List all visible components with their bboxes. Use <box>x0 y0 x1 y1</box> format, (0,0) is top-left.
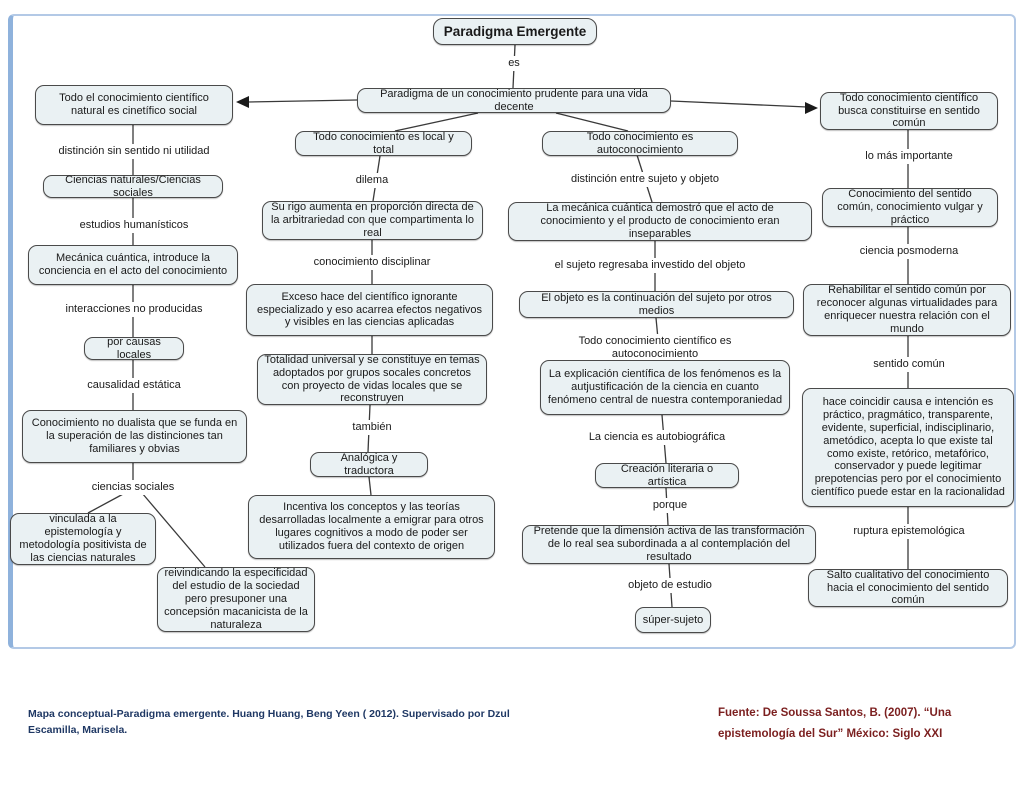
node-exceso-cientifico-ignorante: Exceso hace del científico ignorante especializado y eso acarrea efectos negativos y visibles en las ciencias aplicadas <box>246 284 493 336</box>
label-interacciones-no-producidas: interacciones no producidas <box>38 302 230 317</box>
node-paradigma-emergente: Paradigma Emergente <box>433 18 597 45</box>
node-incentiva-conceptos: Incentiva los conceptos y las teorías desarrolladas localmente a emigrar para otros lugares cognitivos a modo de poder ser utilizados fuera del contexto de origen <box>248 495 495 559</box>
node-conocimiento-autoconocimiento: Todo conocimiento es autoconocimiento <box>542 131 738 156</box>
label-conocimiento-disciplinar: conocimiento disciplinar <box>297 255 447 270</box>
label-ciencia-posmoderna: ciencia posmoderna <box>823 244 995 259</box>
node-vinculada-epistemologia: vinculada a la epistemología y metodología positivista de las ciencias naturales <box>10 513 156 565</box>
label-distincion-sujeto-objeto: distinción entre sujeto y objeto <box>555 172 735 187</box>
source-caption: Fuente: De Soussa Santos, B. (2007). “Una epistemología del Sur” México: Siglo XXI <box>718 707 952 740</box>
label-objeto-de-estudio: objeto de estudio <box>590 578 750 593</box>
node-objeto-continuacion-sujeto: El objeto es la continuación del sujeto por otros medios <box>519 291 794 318</box>
label-causalidad-estatica: causalidad estática <box>38 378 230 393</box>
node-ciencias-naturales-sociales: Ciencias naturales/Ciencias sociales <box>43 175 223 198</box>
node-conocimiento-no-dualista: Conocimiento no dualista que se funda en la superación de las distinciones tan familiares y obvias <box>22 410 247 463</box>
label-estudios-humanisticos: estudios humanísticos <box>38 218 230 233</box>
label-ciencias-sociales: ciencias sociales <box>58 480 208 495</box>
label-tambien: también <box>297 420 447 435</box>
node-conocimiento-natural-social: Todo el conocimiento científico natural es cinetífico social <box>35 85 233 125</box>
node-conocimiento-vulgar-practico: Conocimiento del sentido común, conocimiento vulgar y práctico <box>822 188 998 227</box>
label-ciencia-autobiografica: La ciencia es autobiográfica <box>572 430 742 445</box>
credit-caption: Mapa conceptual-Paradigma emergente. Huang Huang, Beng Yeen ( 2012). Supervisado por Dzul Escamilla, Marisela. <box>28 708 510 737</box>
label-es: es <box>494 56 534 71</box>
node-root-paradigma-prudente: Paradigma de un conocimiento prudente para una vida decente <box>357 88 671 113</box>
label-dilema: dilema <box>297 173 447 188</box>
node-mecanica-cuantica-conciencia: Mecánica cuántica, introduce la conciencia en el acto del conocimiento <box>28 245 238 285</box>
label-cientifico-es-autoconocimiento: Todo conocimiento científico es autoconocimiento <box>535 334 775 361</box>
node-constituirse-sentido-comun: Todo conocimiento científico busca constituirse en sentido común <box>820 92 998 130</box>
node-conocimiento-local-total: Todo conocimiento es local y total <box>295 131 472 156</box>
node-analogica-traductora: Analógica y traductora <box>310 452 428 477</box>
label-distincion-sin-sentido: distinción sin sentido ni utilidad <box>38 144 230 159</box>
arrowhead-right-icon <box>805 102 818 114</box>
label-ruptura-epistemologica: ruptura epistemológica <box>823 524 995 539</box>
node-rigor-arbitrariedad: Su rigo aumenta en proporción directa de la arbitrariedad con que compartimenta lo real <box>262 201 483 240</box>
label-porque: porque <box>600 498 740 513</box>
node-explicacion-cientifica-autjustificacion: La explicación científica de los fenómenos es la autjustificación de la ciencia en cuanto fenómeno central de nuestra contemporaniedad <box>540 360 790 415</box>
node-dimension-activa-subordinada: Pretende que la dimensión activa de las transformación de lo real sea subordinada a al contemplación del resultado <box>522 525 816 564</box>
node-mecanica-cuantica-inseparables: La mecánica cuántica demostró que el acto de conocimiento y el producto de conocimiento eran inseparables <box>508 202 812 241</box>
node-reivindicando-especificidad: reivindicando la especificidad del estudio de la sociedad pero presuponer una concepsión macanicista de la naturaleza <box>157 567 315 632</box>
label-sujeto-investido-objeto: el sujeto regresaba investido del objeto <box>550 258 750 273</box>
node-super-sujeto: súper-sujeto <box>635 607 711 633</box>
arrowhead-left-icon <box>236 96 249 108</box>
node-salto-cualitativo: Salto cualitativo del conocimiento hacia el conocimiento del sentido común <box>808 569 1008 607</box>
label-lo-mas-importante: lo más importante <box>823 149 995 164</box>
node-hace-coincidir-causa-intencion: hace coincidir causa e intención es práctico, pragmático, transparente, evidente, superficial, indisciplinario, ametódico, acepta lo que existe tal como existe, retórico, metafórico, conservador y puede legitimar prepotencias pero por el conocimiento científico puede estar en la racionalidad <box>802 388 1014 507</box>
node-totalidad-universal: Totalidad universal y se constituye en temas adoptados por grupos socales concretos con proyecto de vidas locales que se reconstruyen <box>257 354 487 405</box>
node-creacion-literaria-artistica: Creación literaria o artística <box>595 463 739 488</box>
label-sentido-comun: sentido común <box>823 357 995 372</box>
node-por-causas-locales: por causas locales <box>84 337 184 360</box>
node-rehabilitar-sentido-comun: Rehabilitar el sentido común por reconocer algunas virtualidades para enriquecer nuestra relación con el mundo <box>803 284 1011 336</box>
